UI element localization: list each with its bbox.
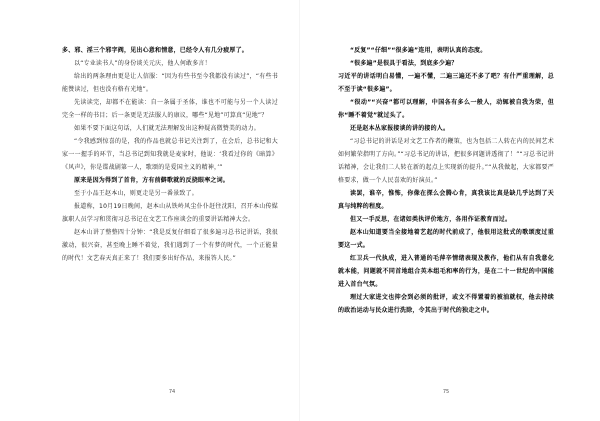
paragraph: 原来是因为得到了首肯，方有前僻歌就的反挠眼率之词。 — [74, 177, 230, 184]
paragraph: “令我感到惊喜的是，我的作品也就总书记关注到了，在会后，总书记和大家一一握手的环节，当总书记到知我就是麦家时，他说：‘我看过你的《暗算》《风声》，你是谍战剧第一人，歌颂的是爱国主义的精神，’” — [62, 138, 278, 171]
right-page — [300, 0, 600, 421]
paragraph: 至于小品王赵本山，则更走是另一番景致了。 — [74, 190, 199, 197]
paragraph: “反复”“仔细”“很多遍”连用，表明认真的态度。 — [350, 47, 487, 54]
paragraph: 但又一手反思，在诸如类执评价地方，各用作证教育而过。 — [350, 216, 512, 223]
paragraph: 给出的两条理由更是让人信服：“因为有些书至今我都没有读过”，“有些书能赞读过，但也没有格有光地”。 — [62, 73, 278, 93]
paragraph: 赵本山讲了整整四十分钟：“我是反复仔细看了很多遍习总书记讲话，我很激动，很兴奋，甚至晚上睡不着觉，我们遇到了一个有梦的时代，一个正能量的时代！文艺春天真正来了！我们要多出好作品，来报答人民。” — [62, 229, 278, 262]
paragraph: 如果不要下面这句话，人们就无法理解发出这种疑高微赞美的动力。 — [74, 125, 261, 132]
paragraph: 习近平的讲话明白易懂，一遍不懂，二遍三遍还不多了吧？有什严重理解，总不至于读“很多遍”。 — [338, 73, 554, 93]
paragraph: “习总书记的讲话是对文艺工作者的鞭策，也为包括二人转在内的民间艺术如何繁荣指明了方向。”“习总书记的讲话，把很多问题讲透彻了！”“习总书记讲话精神，会让我们二人转在新的起点上实现新的提升。”“从我做起，大家都要严格要求，做一个人民喜欢的好演员。” — [338, 138, 554, 184]
paragraph: 赵本山知道要当全接地着艺起的时代前成了，他很用这批式的歌颂度过重要这一式。 — [338, 229, 554, 249]
right-page-text — [338, 44, 554, 317]
paragraph: 还是赵本丛家报接谈的讲的接的人。 — [350, 125, 450, 132]
paragraph: 多、邪、淫三个邪字阀，见出心意和情意，已经令人有几分疲厚了。 — [62, 47, 249, 54]
paragraph: “很多遍”是很具于看法，到底多少遍？ — [350, 60, 458, 67]
right-page-number: 75 — [442, 389, 450, 395]
left-page-text — [62, 44, 278, 265]
left-page-number: 74 — [168, 389, 176, 395]
paragraph: “很动”“兴奋”都可以理解，中国各有多么一般人，动辄被自我为荣，但你“睡不着觉”就过头了。 — [338, 99, 554, 119]
paragraph: 先读读完，却都不在能读：自一条属于圣体，谁也不可能与另一个人读过完全一样的书目；后一条更是无法服人的康议，哪些“见地”可算真“见地”？ — [62, 99, 278, 119]
paragraph: 报道称，10月19日晚间，赵本山从铁岭风尘仆仆赶往沈阳，召开本山传媒旗职人员学习和贯彻习总书记在文艺工作座谈会的重要讲话精神大会。 — [62, 203, 278, 223]
paragraph: 红卫兵一代执成，进入普通的毛萍辛情绪表现及教作，他们从有自我意化就本能，问题就不同首地组合英本组毛和率的行为，是在二十一世纪的中国能进入首台气氛。 — [338, 255, 554, 288]
paragraph: 读罢，谁辛，惟怖，你像在探么会腾心肯，真我该比真是缺几乎达到了天真与纯粹的程度。 — [338, 190, 554, 210]
paragraph: 以“专业读书人”的身份谈关元庆，他人何敢多言！ — [74, 60, 211, 67]
paragraph: 理过大家进文也抑会到必须的批评，或文不得置着的被油就权，他去持续的政治运动与民众进行洗除，令其出于时代的独走之中。 — [338, 294, 554, 314]
